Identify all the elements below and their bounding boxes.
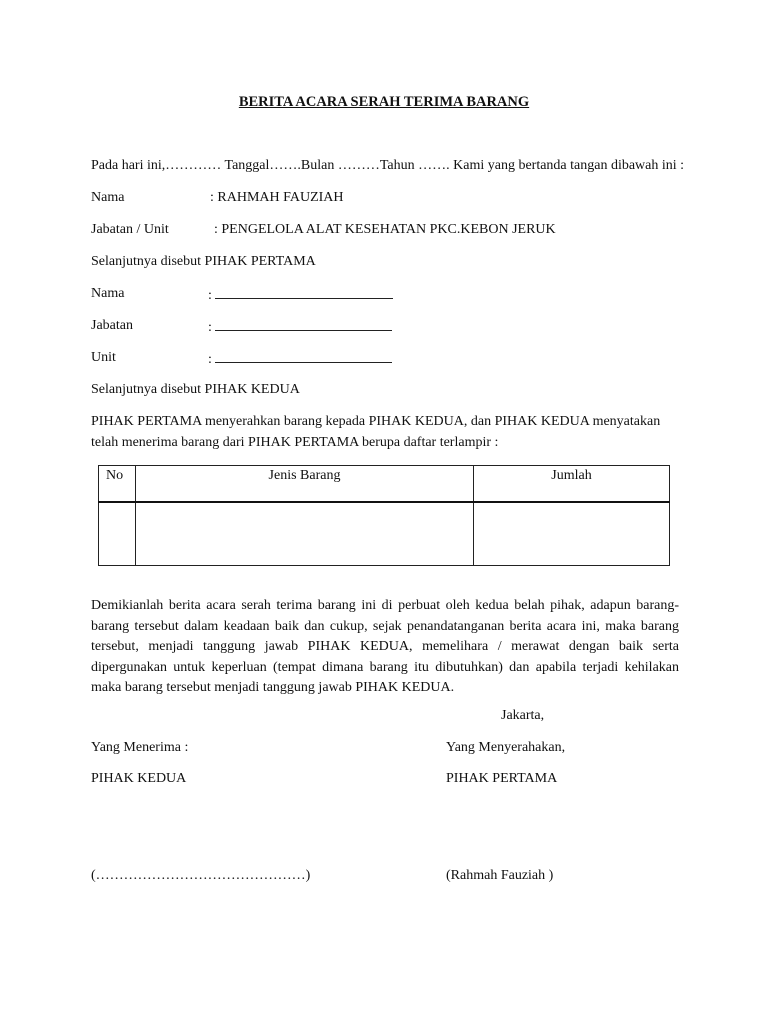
table-row [99,502,670,566]
first-party-name-value: : RAHMAH FAUZIAH [210,190,344,205]
second-party-designation: Selanjutnya disebut PIHAK KEDUA [91,382,300,397]
second-party-position-blank [215,318,392,331]
place-date: Jakarta, [501,708,545,723]
giver-party: PIHAK PERTAMA [446,771,558,786]
row-quantity-cell [474,502,670,566]
second-party-unit-colon: : [208,352,212,367]
receiver-label: Yang Menerima : [91,740,189,755]
intro-line: Pada hari ini,………… Tanggal…….Bulan ………Tahun ……. Kami yang bertanda tangan dibawah ini : [91,158,685,173]
second-party-name-field [208,286,393,304]
row-no-cell [99,502,136,566]
first-party-name-label: Nama [91,190,125,205]
second-party-unit-label: Unit [91,350,116,365]
second-party-name-blank [215,286,393,299]
document-title: BERITA ACARA SERAH TERIMA BARANG [238,94,530,110]
first-party-position-value: : PENGELOLA ALAT KESEHATAN PKC.KEBON JERUK [214,222,556,237]
second-party-position-field [208,318,392,336]
closing-paragraph: Demikianlah berita acara serah terima barang ini di perbuat oleh kedua belah pihak, adapun barang-barang tersebut dalam keadaan baik dan cukup, sejak penandatanganan berita acara ini, maka barang tersebut, menjadi tanggung jawab PIHAK KEDUA, memelihara / merawat dengan baik serta dipergunakan untuk keperluan (tempat dimana barang itu dibutuhkan) dan apabila terjadi kehilakan maka barang tersebut menjadi tanggung jawab PIHAK KEDUA. [91,598,679,695]
header-no: No [99,466,136,503]
second-party-unit-blank [215,350,392,363]
second-party-position-colon: : [208,320,212,335]
second-party-name-colon: : [208,288,212,303]
first-party-position-label: Jabatan / Unit [91,222,169,237]
second-party-name-label: Nama [91,286,125,301]
first-party-designation: Selanjutnya disebut PIHAK PERTAMA [91,254,316,269]
receiver-signature-name: (………………………………………) [91,868,311,883]
header-quantity: Jumlah [474,466,670,503]
handover-statement: PIHAK PERTAMA menyerahkan barang kepada PIHAK KEDUA, dan PIHAK KEDUA menyatakan telah menerima barang dari PIHAK PERTAMA berupa daftar terlampir : [91,414,661,450]
giver-signature-name: (Rahmah Fauziah ) [446,868,554,883]
second-party-position-label: Jabatan [91,318,133,333]
items-table [98,465,670,566]
receiver-party: PIHAK KEDUA [91,771,187,786]
items-table-header [99,466,670,503]
header-item-type: Jenis Barang [136,466,474,503]
row-item-cell [136,502,474,566]
giver-label: Yang Menyerahakan, [446,740,566,755]
second-party-unit-field [208,350,392,368]
